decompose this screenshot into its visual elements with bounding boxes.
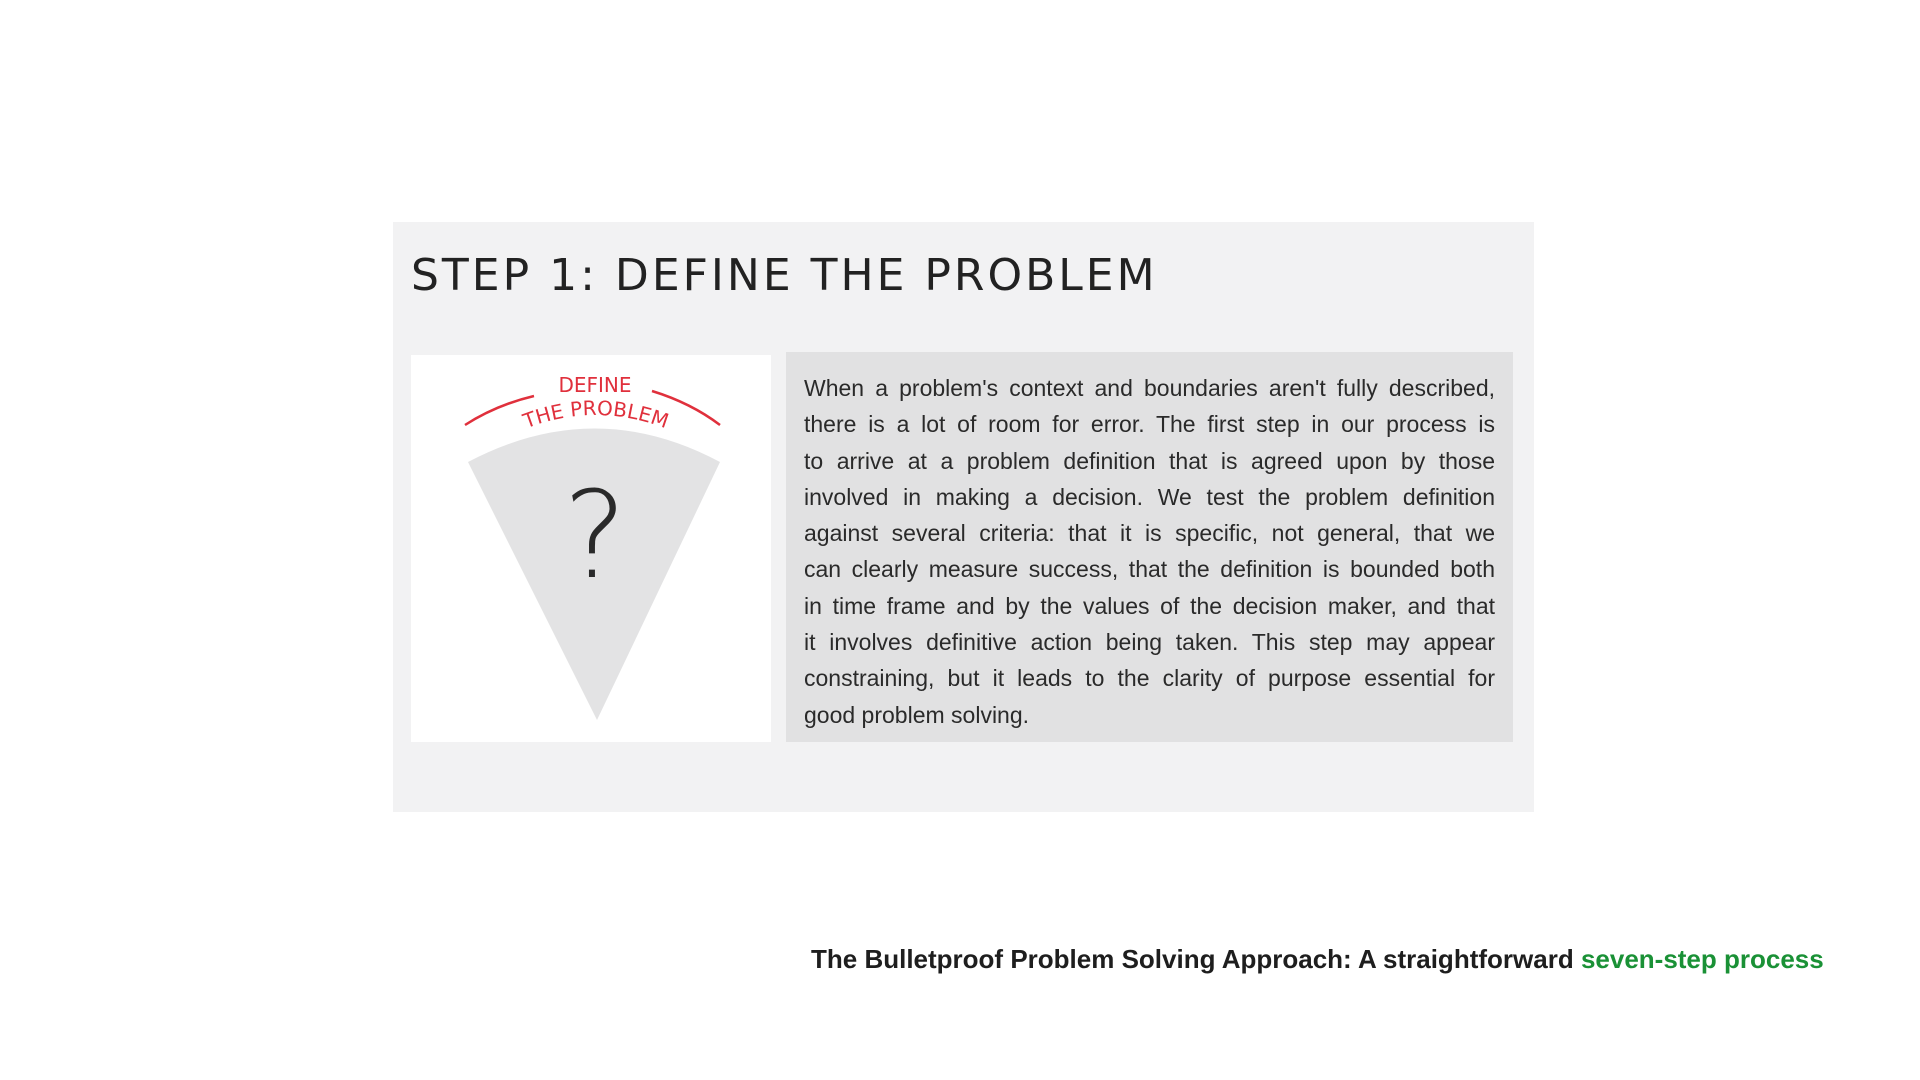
description-line: against several criteria: that it is specific, not general, that we bbox=[804, 520, 1495, 547]
description-line: constraining, but it leads to the clarity of purpose essential for bbox=[804, 665, 1495, 692]
description-line: there is a lot of room for error. The first step in our process is bbox=[804, 411, 1495, 438]
step-title: STEP 1: DEFINE THE PROBLEM bbox=[411, 250, 1158, 301]
description-line: to arrive at a problem definition that is agreed upon by those bbox=[804, 447, 1495, 474]
figure-label-bottom: THE PROBLEM bbox=[519, 395, 672, 434]
description-line: When a problem's context and boundaries aren't fully described, bbox=[804, 375, 1495, 401]
description-panel bbox=[786, 352, 1513, 742]
seven-step-process-link[interactable]: seven-step process bbox=[1580, 944, 1824, 974]
caption-text: The Bulletproof Problem Solving Approach: A straightforward bbox=[811, 944, 1574, 974]
step-card bbox=[393, 222, 1534, 812]
description-line: it involves definitive action being taken. This step may appear bbox=[804, 629, 1495, 656]
description-line: involved in making a decision. We test the problem definition bbox=[804, 483, 1495, 510]
description-line: in time frame and by the values of the decision maker, and that bbox=[804, 592, 1495, 619]
define-problem-figure bbox=[411, 355, 771, 742]
description-line: can clearly measure success, that the definition is bounded both bbox=[804, 556, 1495, 583]
figure-label-top: DEFINE bbox=[558, 373, 632, 397]
question-wedge-icon bbox=[411, 355, 771, 742]
figure-caption bbox=[811, 944, 1824, 975]
question-mark-symbol: ? bbox=[563, 467, 627, 606]
description-line: good problem solving. bbox=[804, 701, 1030, 728]
